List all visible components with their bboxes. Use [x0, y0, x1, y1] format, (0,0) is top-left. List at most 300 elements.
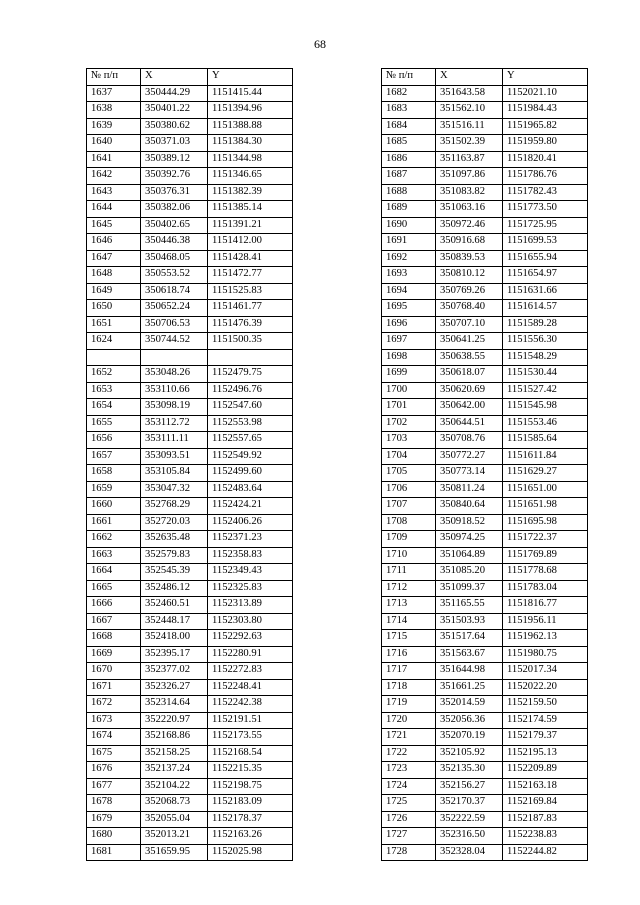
table-row — [87, 663, 293, 680]
cell-point-number: 1667 — [87, 613, 141, 630]
cell-x: 353111.11 — [141, 432, 208, 449]
cell-y: 1151391.21 — [208, 217, 293, 234]
table-row — [382, 663, 588, 680]
cell-point-number: 1701 — [382, 399, 436, 416]
table-row — [87, 514, 293, 531]
cell-x: 350708.76 — [436, 432, 503, 449]
cell-x: 350773.14 — [436, 465, 503, 482]
cell-x: 352635.48 — [141, 531, 208, 548]
cell-point-number: 1714 — [382, 613, 436, 630]
cell-point-number: 1685 — [382, 135, 436, 152]
cell-y: 1152272.83 — [208, 663, 293, 680]
cell-y: 1151415.44 — [208, 85, 293, 102]
cell-y: 1152242.38 — [208, 696, 293, 713]
table-row — [382, 696, 588, 713]
table-row — [382, 481, 588, 498]
cell-y: 1152499.60 — [208, 465, 293, 482]
cell-y: 1152168.54 — [208, 745, 293, 762]
cell-y: 1152163.18 — [503, 778, 588, 795]
cell-x: 351064.89 — [436, 547, 503, 564]
cell-point-number: 1684 — [382, 118, 436, 135]
table-row — [87, 300, 293, 317]
table-row — [87, 828, 293, 845]
cell-point-number: 1726 — [382, 811, 436, 828]
cell-y: 1151530.44 — [503, 366, 588, 383]
cell-point-number: 1642 — [87, 168, 141, 185]
table-row — [382, 217, 588, 234]
table-row — [382, 465, 588, 482]
cell-x: 352579.83 — [141, 547, 208, 564]
cell-point-number: 1657 — [87, 448, 141, 465]
cell-x: 350972.46 — [436, 217, 503, 234]
cell-x: 350376.31 — [141, 184, 208, 201]
cell-y: 1152358.83 — [208, 547, 293, 564]
table-row — [382, 366, 588, 383]
column-header-number: № п/п — [382, 69, 436, 86]
cell-y: 1152198.75 — [208, 778, 293, 795]
cell-point-number: 1645 — [87, 217, 141, 234]
cell-point-number: 1727 — [382, 828, 436, 845]
cell-point-number: 1624 — [87, 333, 141, 350]
cell-y: 1151585.64 — [503, 432, 588, 449]
cell-y: 1152183.09 — [208, 795, 293, 812]
table-row — [87, 432, 293, 449]
cell-y: 1152169.84 — [503, 795, 588, 812]
cell-point-number: 1654 — [87, 399, 141, 416]
cell-y: 1151382.39 — [208, 184, 293, 201]
cell-point-number: 1719 — [382, 696, 436, 713]
cell-y: 1152313.89 — [208, 597, 293, 614]
cell-x: 350974.25 — [436, 531, 503, 548]
cell-point-number: 1709 — [382, 531, 436, 548]
table-header-row — [87, 69, 293, 86]
cell-y: 1151611.84 — [503, 448, 588, 465]
table-row — [87, 316, 293, 333]
cell-point-number: 1663 — [87, 547, 141, 564]
cell-point-number: 1659 — [87, 481, 141, 498]
cell-y: 1151346.65 — [208, 168, 293, 185]
cell-point-number: 1704 — [382, 448, 436, 465]
cell-point-number: 1721 — [382, 729, 436, 746]
cell-x: 353048.26 — [141, 366, 208, 383]
coordinates-table-left — [86, 68, 293, 861]
cell-point-number: 1728 — [382, 844, 436, 861]
table-row — [87, 184, 293, 201]
column-header-y: Y — [503, 69, 588, 86]
table-row — [87, 679, 293, 696]
cell-point-number: 1687 — [382, 168, 436, 185]
cell-point-number: 1683 — [382, 102, 436, 119]
cell-x: 353112.72 — [141, 415, 208, 432]
cell-point-number: 1699 — [382, 366, 436, 383]
cell-x: 352170.37 — [436, 795, 503, 812]
cell-point-number: 1705 — [382, 465, 436, 482]
cell-y: 1152547.60 — [208, 399, 293, 416]
cell-y: 1151556.30 — [503, 333, 588, 350]
cell-x: 350840.64 — [436, 498, 503, 515]
cell-x: 352545.39 — [141, 564, 208, 581]
table-row — [382, 745, 588, 762]
cell-y: 1151984.43 — [503, 102, 588, 119]
cell-x: 352137.24 — [141, 762, 208, 779]
table-row — [382, 168, 588, 185]
cell-y: 1152244.82 — [503, 844, 588, 861]
cell-x: 352326.27 — [141, 679, 208, 696]
cell-point-number: 1694 — [382, 283, 436, 300]
cell-x: 351643.58 — [436, 85, 503, 102]
table-row — [87, 465, 293, 482]
cell-x: 351165.55 — [436, 597, 503, 614]
cell-x: 351516.11 — [436, 118, 503, 135]
cell-point-number: 1652 — [87, 366, 141, 383]
cell-point-number: 1695 — [382, 300, 436, 317]
cell-y: 1152371.23 — [208, 531, 293, 548]
table-row — [87, 547, 293, 564]
table-row — [87, 415, 293, 432]
cell-x: 351644.98 — [436, 663, 503, 680]
cell-point-number: 1649 — [87, 283, 141, 300]
cell-x: 350389.12 — [141, 151, 208, 168]
table-row — [382, 762, 588, 779]
cell-y: 1151412.00 — [208, 234, 293, 251]
cell-point-number: 1692 — [382, 250, 436, 267]
cell-x: 350444.29 — [141, 85, 208, 102]
table-row — [87, 399, 293, 416]
cell-y: 1152483.64 — [208, 481, 293, 498]
table-row — [382, 613, 588, 630]
table-row — [87, 498, 293, 515]
cell-point-number: 1722 — [382, 745, 436, 762]
table-row — [382, 102, 588, 119]
cell-point-number: 1681 — [87, 844, 141, 861]
cell-point-number: 1708 — [382, 514, 436, 531]
cell-y: 1151956.11 — [503, 613, 588, 630]
cell-point-number: 1711 — [382, 564, 436, 581]
cell-y: 1151428.41 — [208, 250, 293, 267]
cell-x: 350810.12 — [436, 267, 503, 284]
cell-point-number: 1698 — [382, 349, 436, 366]
cell-y: 1151959.80 — [503, 135, 588, 152]
table-row — [382, 118, 588, 135]
cell-point-number: 1718 — [382, 679, 436, 696]
cell-y: 1152479.75 — [208, 366, 293, 383]
table-row — [87, 234, 293, 251]
cell-y: 1151651.98 — [503, 498, 588, 515]
cell-point-number: 1693 — [382, 267, 436, 284]
cell-point-number: 1716 — [382, 646, 436, 663]
cell-x: 350706.53 — [141, 316, 208, 333]
cell-y: 1151385.14 — [208, 201, 293, 218]
cell-point-number: 1689 — [382, 201, 436, 218]
cell-point-number: 1680 — [87, 828, 141, 845]
cell-y: 1152553.98 — [208, 415, 293, 432]
cell-x: 352056.36 — [436, 712, 503, 729]
cell-x: 350707.10 — [436, 316, 503, 333]
cell-y: 1151394.96 — [208, 102, 293, 119]
cell-x: 350916.68 — [436, 234, 503, 251]
cell-x: 351163.87 — [436, 151, 503, 168]
cell-x: 350401.22 — [141, 102, 208, 119]
table-row — [87, 382, 293, 399]
cell-x: 351097.86 — [436, 168, 503, 185]
cell-point-number: 1664 — [87, 564, 141, 581]
cell-point-number: 1671 — [87, 679, 141, 696]
table-row — [382, 729, 588, 746]
cell-x: 352055.04 — [141, 811, 208, 828]
table-row — [87, 349, 293, 366]
table-row — [382, 283, 588, 300]
table-row — [87, 762, 293, 779]
cell-point-number: 1658 — [87, 465, 141, 482]
cell-point-number: 1656 — [87, 432, 141, 449]
cell-y: 1152191.51 — [208, 712, 293, 729]
table-row — [87, 217, 293, 234]
cell-point-number: 1688 — [382, 184, 436, 201]
table-row — [382, 564, 588, 581]
table-row — [382, 646, 588, 663]
cell-y: 1151500.35 — [208, 333, 293, 350]
table-row — [382, 85, 588, 102]
cell-y: 1152187.83 — [503, 811, 588, 828]
cell-x: 352105.92 — [436, 745, 503, 762]
cell-x: 350768.40 — [436, 300, 503, 317]
cell-point-number: 1647 — [87, 250, 141, 267]
cell-x: 352460.51 — [141, 597, 208, 614]
table-row — [87, 778, 293, 795]
table-row — [382, 498, 588, 515]
table-row — [87, 333, 293, 350]
column-header-x: X — [436, 69, 503, 86]
table-row — [382, 135, 588, 152]
cell-y: 1151344.98 — [208, 151, 293, 168]
cell-y: 1151778.68 — [503, 564, 588, 581]
cell-y: 1151695.98 — [503, 514, 588, 531]
cell-point-number: 1653 — [87, 382, 141, 399]
table-row — [87, 201, 293, 218]
table-row — [87, 795, 293, 812]
cell-point-number: 1650 — [87, 300, 141, 317]
table-row — [87, 580, 293, 597]
table-row — [87, 696, 293, 713]
table-row — [382, 316, 588, 333]
cell-x: 350918.52 — [436, 514, 503, 531]
table-row — [87, 646, 293, 663]
table-row — [382, 184, 588, 201]
cell-x: 352068.73 — [141, 795, 208, 812]
table-row — [382, 448, 588, 465]
cell-y: 1151461.77 — [208, 300, 293, 317]
cell-y: 1151631.66 — [503, 283, 588, 300]
cell-point-number: 1655 — [87, 415, 141, 432]
cell-y: 1151980.75 — [503, 646, 588, 663]
cell-y — [208, 349, 293, 366]
cell-x: 352222.59 — [436, 811, 503, 828]
cell-x: 350638.55 — [436, 349, 503, 366]
cell-x: 352418.00 — [141, 630, 208, 647]
cell-x: 352377.02 — [141, 663, 208, 680]
cell-point-number: 1715 — [382, 630, 436, 647]
table-row — [382, 300, 588, 317]
table-row — [87, 811, 293, 828]
cell-x: 350811.24 — [436, 481, 503, 498]
cell-y: 1152163.26 — [208, 828, 293, 845]
cell-x: 350642.00 — [436, 399, 503, 416]
cell-x: 351085.20 — [436, 564, 503, 581]
cell-x: 350641.25 — [436, 333, 503, 350]
table-row — [382, 597, 588, 614]
cell-x: 350446.38 — [141, 234, 208, 251]
table-row — [87, 729, 293, 746]
table-row — [382, 250, 588, 267]
cell-point-number: 1646 — [87, 234, 141, 251]
table-row — [87, 267, 293, 284]
cell-x: 350553.52 — [141, 267, 208, 284]
cell-point-number: 1696 — [382, 316, 436, 333]
cell-point-number: 1668 — [87, 630, 141, 647]
cell-y: 1151548.29 — [503, 349, 588, 366]
cell-x: 352395.17 — [141, 646, 208, 663]
cell-point-number: 1643 — [87, 184, 141, 201]
table-row — [382, 399, 588, 416]
cell-x: 352328.04 — [436, 844, 503, 861]
cell-y: 1151783.04 — [503, 580, 588, 597]
cell-point-number: 1706 — [382, 481, 436, 498]
cell-point-number: 1669 — [87, 646, 141, 663]
cell-y: 1152179.37 — [503, 729, 588, 746]
table-row — [382, 547, 588, 564]
cell-x: 350392.76 — [141, 168, 208, 185]
table-row — [87, 844, 293, 861]
cell-y: 1151816.77 — [503, 597, 588, 614]
cell-point-number: 1713 — [382, 597, 436, 614]
table-row — [382, 333, 588, 350]
cell-x: 353093.51 — [141, 448, 208, 465]
cell-y: 1151699.53 — [503, 234, 588, 251]
cell-x: 350371.03 — [141, 135, 208, 152]
table-row — [382, 712, 588, 729]
table-row — [87, 168, 293, 185]
cell-x: 351099.37 — [436, 580, 503, 597]
cell-point-number: 1700 — [382, 382, 436, 399]
table-row — [382, 828, 588, 845]
cell-y: 1151769.89 — [503, 547, 588, 564]
cell-point-number: 1638 — [87, 102, 141, 119]
cell-point-number: 1710 — [382, 547, 436, 564]
cell-y: 1152557.65 — [208, 432, 293, 449]
table-row — [87, 102, 293, 119]
cell-x: 350620.69 — [436, 382, 503, 399]
table-row — [382, 514, 588, 531]
cell-x: 350618.07 — [436, 366, 503, 383]
cell-x: 350744.52 — [141, 333, 208, 350]
table-row — [87, 118, 293, 135]
cell-x: 351661.25 — [436, 679, 503, 696]
cell-y: 1151654.97 — [503, 267, 588, 284]
cell-point-number: 1672 — [87, 696, 141, 713]
table-row — [87, 283, 293, 300]
cell-x: 352448.17 — [141, 613, 208, 630]
cell-point-number: 1720 — [382, 712, 436, 729]
table-row — [382, 201, 588, 218]
table-row — [87, 85, 293, 102]
cell-x: 350402.65 — [141, 217, 208, 234]
cell-y: 1151384.30 — [208, 135, 293, 152]
cell-y: 1152248.41 — [208, 679, 293, 696]
table-row — [382, 151, 588, 168]
table-row — [382, 679, 588, 696]
cell-x: 353110.66 — [141, 382, 208, 399]
cell-x: 351502.39 — [436, 135, 503, 152]
cell-x: 352768.29 — [141, 498, 208, 515]
cell-x: 350652.24 — [141, 300, 208, 317]
cell-x: 352486.12 — [141, 580, 208, 597]
cell-y: 1151614.57 — [503, 300, 588, 317]
cell-x: 352168.86 — [141, 729, 208, 746]
cell-point-number: 1679 — [87, 811, 141, 828]
table-row — [382, 415, 588, 432]
cell-x: 352104.22 — [141, 778, 208, 795]
cell-x: 351562.10 — [436, 102, 503, 119]
cell-y: 1151553.46 — [503, 415, 588, 432]
cell-x: 353105.84 — [141, 465, 208, 482]
cell-x: 352013.21 — [141, 828, 208, 845]
cell-point-number: 1723 — [382, 762, 436, 779]
cell-point-number: 1682 — [382, 85, 436, 102]
table-row — [87, 151, 293, 168]
table-row — [382, 349, 588, 366]
cell-point-number: 1703 — [382, 432, 436, 449]
cell-point-number: 1661 — [87, 514, 141, 531]
cell-x: 352070.19 — [436, 729, 503, 746]
cell-x: 350769.26 — [436, 283, 503, 300]
table-row — [382, 382, 588, 399]
cell-y: 1152280.91 — [208, 646, 293, 663]
cell-point-number: 1724 — [382, 778, 436, 795]
cell-y: 1152406.26 — [208, 514, 293, 531]
cell-y: 1151388.88 — [208, 118, 293, 135]
cell-x: 350644.51 — [436, 415, 503, 432]
table-row — [87, 745, 293, 762]
cell-y: 1151786.76 — [503, 168, 588, 185]
cell-x: 351083.82 — [436, 184, 503, 201]
table-header-row — [382, 69, 588, 86]
cell-point-number: 1678 — [87, 795, 141, 812]
cell-x: 350618.74 — [141, 283, 208, 300]
page-number: 68 — [314, 37, 326, 51]
table-row — [87, 448, 293, 465]
cell-y: 1151722.37 — [503, 531, 588, 548]
table-row — [382, 630, 588, 647]
table-row — [382, 432, 588, 449]
table-row — [382, 844, 588, 861]
cell-y: 1152173.55 — [208, 729, 293, 746]
cell-x: 352156.27 — [436, 778, 503, 795]
cell-point-number: 1639 — [87, 118, 141, 135]
cell-point-number: 1677 — [87, 778, 141, 795]
table-row — [87, 531, 293, 548]
table-row — [382, 778, 588, 795]
cell-x: 351503.93 — [436, 613, 503, 630]
cell-point-number: 1697 — [382, 333, 436, 350]
cell-y: 1152215.35 — [208, 762, 293, 779]
cell-point-number — [87, 349, 141, 366]
table-row — [87, 597, 293, 614]
cell-y: 1151527.42 — [503, 382, 588, 399]
cell-x: 350839.53 — [436, 250, 503, 267]
table-row — [87, 250, 293, 267]
cell-point-number: 1637 — [87, 85, 141, 102]
cell-y: 1152025.98 — [208, 844, 293, 861]
